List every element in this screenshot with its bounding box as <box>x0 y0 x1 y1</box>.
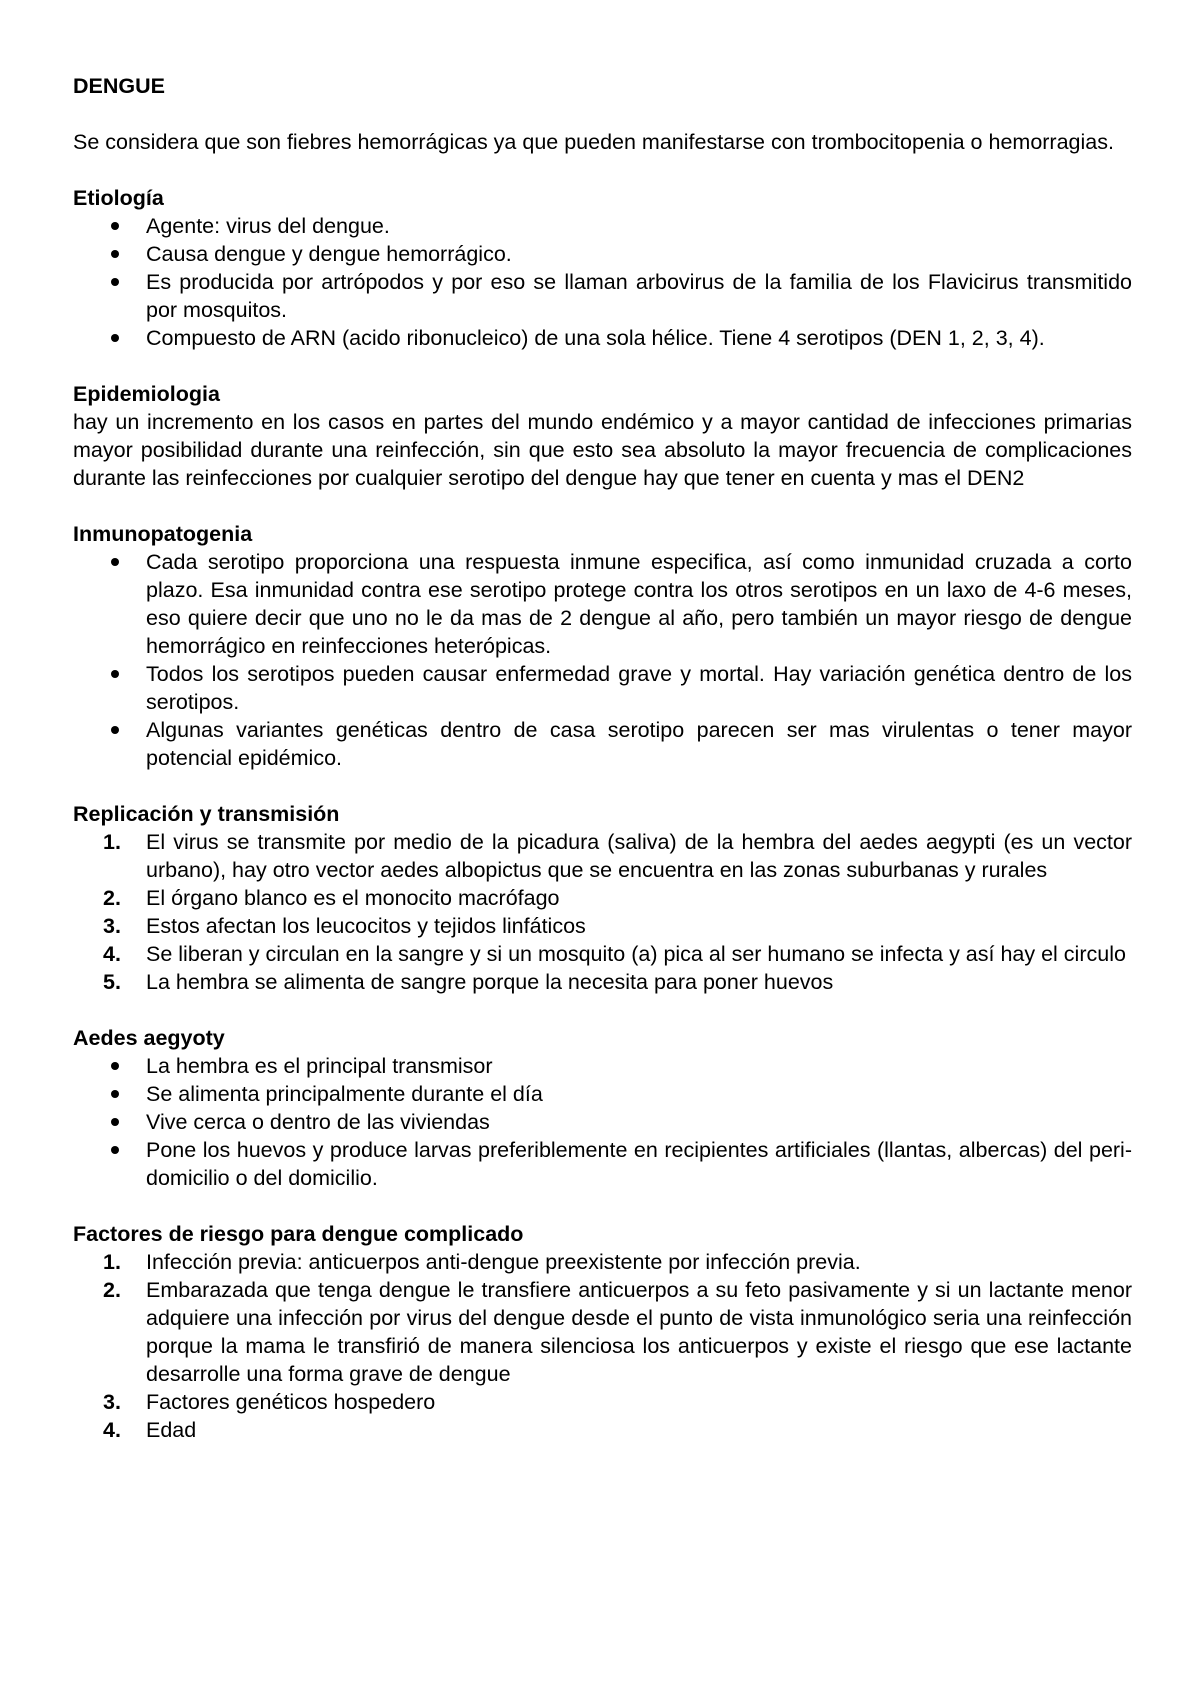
bullet-icon <box>111 670 119 678</box>
section-heading-etiologia: Etiología <box>73 186 164 210</box>
bullet-icon <box>111 558 119 566</box>
bullet-icon <box>111 250 119 258</box>
list-item <box>73 548 1132 660</box>
list-item <box>73 1388 1132 1416</box>
list-number: 2. <box>103 886 121 910</box>
list-item-text: Estos afectan los leucocitos y tejidos linfáticos <box>146 914 586 938</box>
replicacion-list <box>73 828 1132 996</box>
list-number: 5. <box>103 970 121 994</box>
section-replicacion <box>73 800 1132 996</box>
section-heading-replicacion: Replicación y transmisión <box>73 802 340 826</box>
document-title: DENGUE <box>73 74 165 98</box>
list-item-text: Algunas variantes genéticas dentro de casa serotipo parecen ser mas virulentas o tener mayor potencial epidémico. <box>146 718 1132 770</box>
list-item-text: Embarazada que tenga dengue le transfiere anticuerpos a su feto pasivamente y si un lactante menor adquiere una infección por virus del dengue desde el punto de vista inmunológico seria una reinfección porque la mama le transfirió de manera silenciosa los anticuerpos y existe el riesgo que ese lactante desarrolle una forma grave de dengue <box>146 1278 1132 1386</box>
list-item <box>73 884 1132 912</box>
epidemiologia-paragraph: hay un incremento en los casos en partes del mundo endémico y a mayor cantidad de infecciones primarias mayor posibilidad durante una reinfección, sin que esto sea absoluto la mayor frecuencia de complicaciones durante las reinfecciones por cualquier serotipo del dengue hay que tener en cuenta y mas el DEN2 <box>73 410 1132 490</box>
intro-paragraph: Se considera que son fiebres hemorrágicas ya que pueden manifestarse con trombocitopenia o hemorragias. <box>73 130 1114 154</box>
section-heading-factores: Factores de riesgo para dengue complicado <box>73 1222 524 1246</box>
list-item <box>73 940 1132 968</box>
list-item-text: Compuesto de ARN (acido ribonucleico) de una sola hélice. Tiene 4 serotipos (DEN 1, 2, 3, 4). <box>146 326 1045 350</box>
factores-list <box>73 1248 1132 1444</box>
etiologia-list <box>73 212 1132 352</box>
list-item <box>73 828 1132 884</box>
section-heading-epidemiologia: Epidemiologia <box>73 382 220 406</box>
list-item <box>73 1276 1132 1388</box>
aedes-list <box>73 1052 1132 1192</box>
list-number: 1. <box>103 830 121 854</box>
list-item-text: Agente: virus del dengue. <box>146 214 390 238</box>
list-item <box>73 268 1132 324</box>
inmunopatogenia-list <box>73 548 1132 772</box>
list-item <box>73 1080 1132 1108</box>
bullet-icon <box>111 726 119 734</box>
list-number: 3. <box>103 1390 121 1414</box>
list-item-text: El órgano blanco es el monocito macrófago <box>146 886 560 910</box>
list-item <box>73 324 1132 352</box>
list-item <box>73 1416 1132 1444</box>
list-item <box>73 968 1132 996</box>
section-heading-aedes: Aedes aegyoty <box>73 1026 225 1050</box>
list-item <box>73 1052 1132 1080</box>
list-item <box>73 1248 1132 1276</box>
list-number: 4. <box>103 942 121 966</box>
section-etiologia <box>73 184 1132 352</box>
section-heading-inmunopatogenia: Inmunopatogenia <box>73 522 253 546</box>
list-number: 1. <box>103 1250 121 1274</box>
list-number: 3. <box>103 914 121 938</box>
list-item-text: Pone los huevos y produce larvas preferiblemente en recipientes artificiales (llantas, albercas) del peri-domicilio o del domicilio. <box>146 1138 1132 1190</box>
list-item-text: Edad <box>146 1418 197 1442</box>
bullet-icon <box>111 278 119 286</box>
list-item-text: Causa dengue y dengue hemorrágico. <box>146 242 512 266</box>
list-number: 4. <box>103 1418 121 1442</box>
bullet-icon <box>111 1118 119 1126</box>
list-item-text: El virus se transmite por medio de la picadura (saliva) de la hembra del aedes aegypti (es un vector urbano), hay otro vector aedes albopictus que se encuentra en las zonas suburbanas y rurales <box>146 830 1132 882</box>
list-item-text: Es producida por artrópodos y por eso se llaman arbovirus de la familia de los Flavicirus transmitido por mosquitos. <box>146 270 1132 322</box>
section-aedes <box>73 1024 1132 1192</box>
bullet-icon <box>111 1062 119 1070</box>
list-item <box>73 716 1132 772</box>
list-item-text: La hembra es el principal transmisor <box>146 1054 493 1078</box>
bullet-icon <box>111 334 119 342</box>
bullet-icon <box>111 222 119 230</box>
list-item-text: Infección previa: anticuerpos anti-dengue preexistente por infección previa. <box>146 1250 861 1274</box>
list-item-text: Se liberan y circulan en la sangre y si un mosquito (a) pica al ser humano se infecta y así hay el circulo <box>146 942 1126 966</box>
section-inmunopatogenia <box>73 520 1132 772</box>
list-item <box>73 660 1132 716</box>
list-item <box>73 1136 1132 1192</box>
list-item-text: Se alimenta principalmente durante el día <box>146 1082 543 1106</box>
list-item-text: Vive cerca o dentro de las viviendas <box>146 1110 490 1134</box>
list-item-text: Factores genéticos hospedero <box>146 1390 436 1414</box>
list-item <box>73 912 1132 940</box>
list-item <box>73 240 1132 268</box>
bullet-icon <box>111 1146 119 1154</box>
section-factores <box>73 1220 1132 1444</box>
bullet-icon <box>111 1090 119 1098</box>
list-item-text: La hembra se alimenta de sangre porque la necesita para poner huevos <box>146 970 834 994</box>
section-epidemiologia <box>73 380 1132 492</box>
list-item-text: Todos los serotipos pueden causar enfermedad grave y mortal. Hay variación genética dentro de los serotipos. <box>146 662 1132 714</box>
list-item <box>73 212 1132 240</box>
list-item-text: Cada serotipo proporciona una respuesta inmune especifica, así como inmunidad cruzada a corto plazo. Esa inmunidad contra ese serotipo protege contra los otros serotipos en un laxo de 4-6 meses, eso quiere decir que uno no le da mas de 2 dengue al año, pero también un mayor riesgo de dengue hemorrágico en reinfecciones heterópicas. <box>146 550 1132 658</box>
list-number: 2. <box>103 1278 121 1302</box>
list-item <box>73 1108 1132 1136</box>
